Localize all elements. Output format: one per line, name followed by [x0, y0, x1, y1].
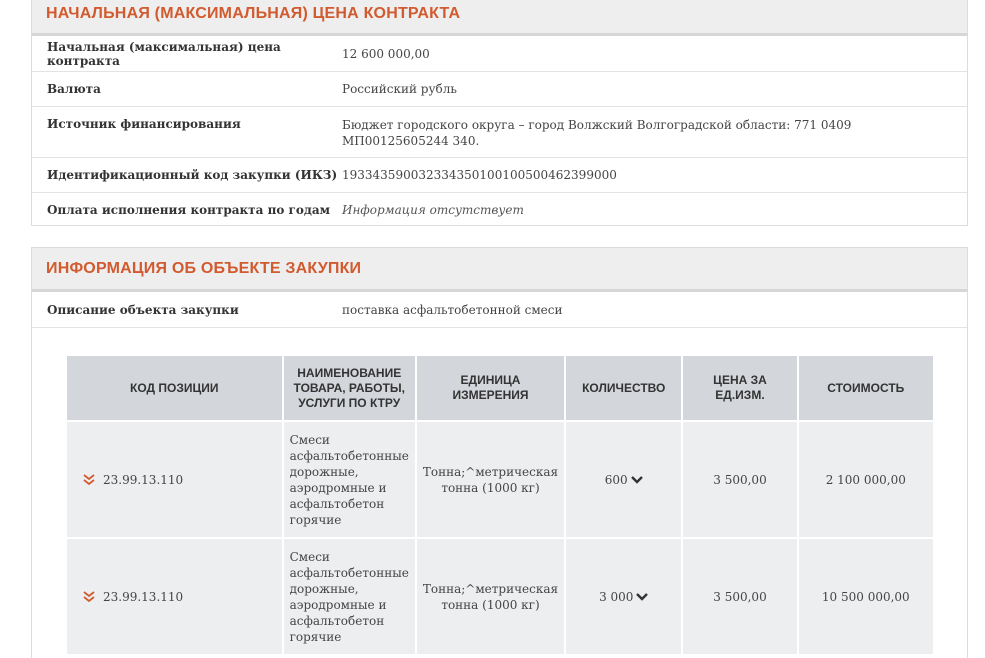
info-row-funding-source [32, 107, 967, 158]
info-label: Идентификационный код закупки (ИКЗ) [47, 168, 338, 182]
info-value: 193343590032334350100100500462399000 [342, 168, 617, 182]
cell-code [67, 539, 282, 654]
column-header-name: НАИМЕНОВАНИЕ ТОВАРА, РАБОТЫ, УСЛУГИ ПО КТРУ [284, 356, 415, 420]
cell-price: 3 500,00 [683, 422, 796, 537]
chevron-down-icon[interactable] [636, 592, 648, 602]
double-chevron-down-icon[interactable] [83, 473, 95, 487]
column-header-quantity: КОЛИЧЕСТВО [566, 356, 681, 420]
column-header-price: ЦЕНА ЗА ЕД.ИЗМ. [683, 356, 796, 420]
cell-name: Смеси асфальтобетонные дорожные, аэродромные и асфальтобетон горячие [284, 539, 415, 654]
cell-name: Смеси асфальтобетонные дорожные, аэродромные и асфальтобетон горячие [284, 422, 415, 537]
items-table [65, 354, 935, 656]
cell-cost: 10 500 000,00 [799, 539, 933, 654]
object-section [31, 247, 968, 658]
info-label: Оплата исполнения контракта по годам [47, 203, 331, 217]
double-chevron-down-icon[interactable] [83, 590, 95, 604]
cell-unit: Тонна;^метрическая тонна (1000 кг) [417, 422, 564, 537]
info-value: Информация отсутствует [342, 203, 524, 217]
column-header-unit: ЕДИНИЦА ИЗМЕРЕНИЯ [417, 356, 564, 420]
info-row-ikz [32, 158, 967, 193]
price-section [31, 0, 968, 226]
price-section-title: НАЧАЛЬНАЯ (МАКСИМАЛЬНАЯ) ЦЕНА КОНТРАКТА [32, 0, 967, 36]
table-row [67, 422, 933, 537]
cell-code [67, 422, 282, 537]
info-row-max-price [32, 36, 967, 72]
code-value: 23.99.13.110 [103, 472, 184, 487]
cell-quantity [566, 539, 681, 654]
info-label: Описание объекта закупки [47, 302, 239, 317]
cell-unit: Тонна;^метрическая тонна (1000 кг) [417, 539, 564, 654]
cell-price: 3 500,00 [683, 539, 796, 654]
column-header-code: КОД ПОЗИЦИИ [67, 356, 282, 420]
info-value: Российский рубль [342, 82, 457, 96]
cell-quantity [566, 422, 681, 537]
info-value: Бюджет городского округа – город Волжский Волгоградской области: 771 0409 МП00125605244 340. [342, 118, 852, 148]
info-label: Начальная (максимальная) цена контракта [47, 39, 281, 68]
quantity-value: 3 000 [599, 589, 634, 604]
table-row [67, 539, 933, 654]
chevron-down-icon[interactable] [631, 475, 643, 485]
object-section-title: ИНФОРМАЦИЯ ОБ ОБЪЕКТЕ ЗАКУПКИ [32, 248, 967, 292]
info-value: 12 600 000,00 [342, 46, 430, 61]
quantity-value: 600 [604, 472, 628, 487]
code-value: 23.99.13.110 [103, 589, 184, 604]
info-row-object-description [32, 292, 967, 328]
table-header-row [67, 356, 933, 420]
info-row-currency [32, 72, 967, 107]
items-table-wrap [67, 354, 933, 656]
info-label: Валюта [47, 82, 101, 96]
cell-cost: 2 100 000,00 [799, 422, 933, 537]
column-header-cost: СТОИМОСТЬ [799, 356, 933, 420]
info-value: поставка асфальтобетонной смеси [342, 302, 563, 317]
info-row-payment-by-years [32, 193, 967, 227]
info-label: Источник финансирования [47, 117, 241, 131]
